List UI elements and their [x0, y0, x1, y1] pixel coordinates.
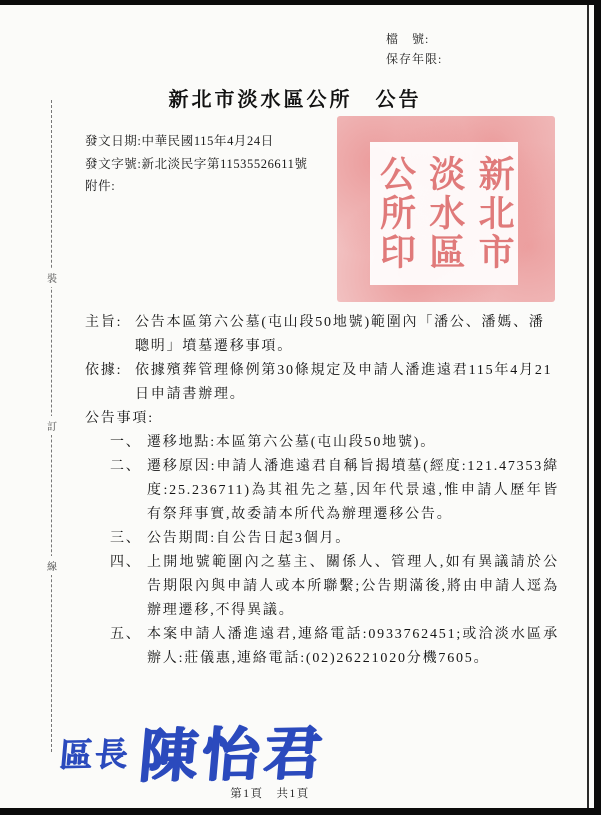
issue-date-label: 發文日期:	[85, 134, 142, 148]
item-4-number: 四、	[110, 555, 142, 570]
items-header: 公告事項:	[85, 411, 154, 426]
item-3-text: 公告期間:自公告日起3個月。	[147, 531, 352, 546]
district-chief-signature	[56, 706, 330, 795]
item-4-text: 上開地號範圍內之墓主、關係人、管理人,如有異議請於公告期限內與申請人或本所聯繫;公告期滿後,將由申請人逕為辦理遷移,不得異議。	[147, 555, 559, 618]
issue-date-line	[85, 130, 308, 153]
subject-field	[85, 311, 559, 359]
announcement-item-4	[85, 551, 559, 623]
item-1-text: 遷移地點:本區第六公墓(屯山段50地號)。	[147, 435, 437, 450]
basis-text: 依據殯葬管理條例第30條規定及申請人潘進遠君115年4月21日申請書辦理。	[135, 363, 553, 402]
archive-labels	[386, 29, 442, 69]
official-seal-inner	[370, 142, 518, 285]
issue-date-value: 中華民國115年4月24日	[141, 134, 274, 148]
scan-edge-right	[594, 0, 601, 815]
seal-column-3: 公所印	[375, 155, 416, 272]
basis-field	[85, 359, 559, 407]
attachment-label: 附件:	[85, 179, 116, 193]
item-5-number: 五、	[110, 627, 142, 642]
item-2-number: 二、	[110, 459, 142, 474]
right-border-rule	[587, 5, 589, 808]
announcement-item-3	[85, 527, 559, 551]
document-meta	[85, 130, 308, 198]
doc-number-line	[85, 153, 308, 176]
binding-mark-zhuang: 裝	[46, 268, 58, 287]
scan-edge-top	[0, 0, 601, 5]
file-number-label: 檔 號:	[386, 32, 430, 46]
doc-number-value: 新北淡民字第11535526611號	[141, 156, 308, 171]
document-title: 新北市淡水區公所 公告	[168, 89, 422, 111]
signature-title: 區長	[57, 733, 132, 774]
announcement-item-1	[85, 431, 559, 455]
signature-name: 陳怡君	[136, 718, 329, 790]
announcement-item-5	[85, 623, 559, 671]
item-3-number: 三、	[110, 531, 142, 546]
doc-number-label: 發文字號:	[85, 156, 142, 171]
item-1-number: 一、	[110, 435, 142, 450]
subject-label: 主旨:	[85, 315, 123, 330]
scan-edge-bottom	[0, 808, 601, 815]
announcement-body	[85, 311, 559, 671]
subject-text: 公告本區第六公墓(屯山段50地號)範圍內「潘公、潘媽、潘聰明」墳墓遷移事項。	[135, 315, 545, 354]
page-footer: 第1頁 共1頁	[230, 788, 310, 800]
item-5-text: 本案申請人潘進遠君,連絡電話:0933762451;或洽淡水區承辦人:莊儀惠,連絡電話:(02)26221020分機7605。	[147, 627, 559, 666]
seal-column-2: 淡水區	[424, 155, 465, 272]
item-2-text: 遷移原因:申請人潘進遠君自稱旨揭墳墓(經度:121.47353緯度:25.236711)為其祖先之墓,因年代景遠,惟申請人歷年皆有祭拜事實,故委請本所代為辦理遷移公告。	[147, 459, 559, 522]
binding-mark-xian: 線	[46, 556, 58, 575]
announcement-item-2	[85, 455, 559, 527]
official-seal-stamp	[337, 116, 555, 302]
retention-period-label: 保存年限:	[386, 52, 443, 66]
basis-label: 依據:	[85, 363, 123, 378]
binding-mark-ding: 訂	[46, 416, 58, 435]
attachment-line	[85, 175, 308, 198]
seal-column-1: 新北市	[474, 155, 515, 272]
